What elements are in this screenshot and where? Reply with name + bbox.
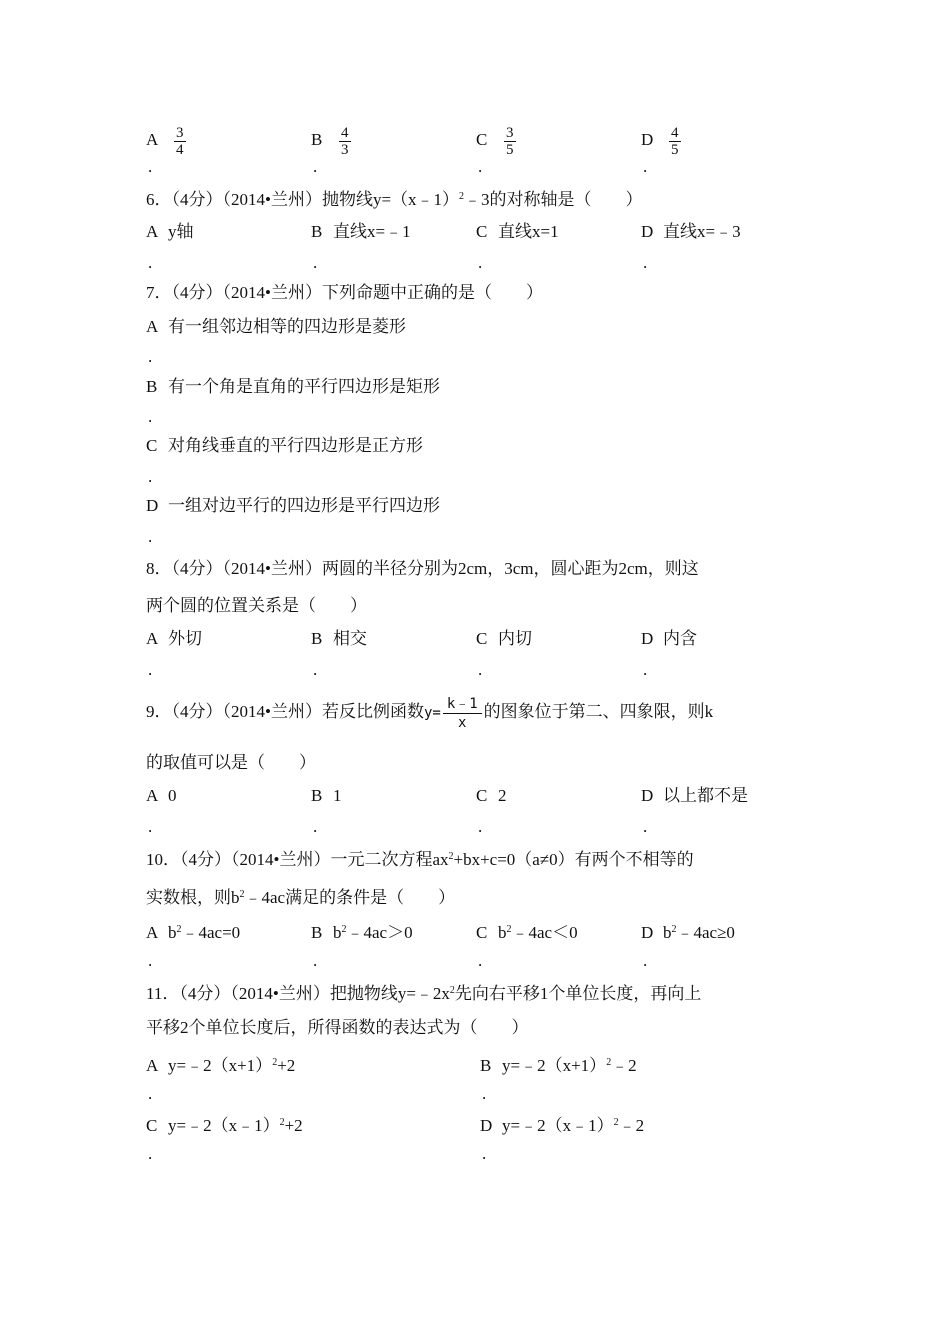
q7-stem: 7．（4分）（2014•兰州）下列命题中正确的是（ ） — [146, 283, 543, 302]
option-dot: . — [643, 817, 648, 836]
q11-option-a[interactable]: A $y=﹣2(x+1)^2+2$ — [146, 1056, 296, 1075]
q11-stem-line1: 11．（4分）（2014•兰州）把抛物线$y=﹣2x^2$先向右平移1个单位长度，再向上 — [146, 984, 702, 1003]
q6-option-c[interactable]: C 直线x=1 — [476, 222, 559, 241]
option-dot: . — [643, 660, 648, 679]
option-dot: . — [478, 157, 483, 176]
q8-stem-line1: 8．（4分）（2014•兰州）两圆的半径分别为2cm，3cm，圆心距为2cm，则这 — [146, 559, 699, 578]
q8-option-a[interactable]: A 外切 — [146, 629, 202, 648]
option-dot: . — [148, 817, 153, 836]
option-dot: . — [148, 660, 153, 679]
q7-option-a[interactable]: A 有一组邻边相等的四边形是菱形 — [146, 317, 406, 336]
q7-option-b[interactable]: B 有一个角是直角的平行四边形是矩形 — [146, 377, 440, 396]
q9-option-b[interactable]: B 1 — [311, 786, 342, 805]
option-dot: . — [478, 817, 483, 836]
q6-option-d[interactable]: D 直线x=﹣3 — [641, 222, 741, 241]
option-dot: . — [478, 660, 483, 679]
fraction: $\frac{4}{5}$ — [671, 125, 679, 158]
option-dot: . — [148, 253, 153, 272]
option-dot: . — [482, 1144, 487, 1163]
q9-stem-line2: 的取值可以是（ ） — [146, 753, 316, 772]
option-dot: . — [148, 951, 153, 970]
option-dot: . — [478, 951, 483, 970]
option-dot: . — [313, 817, 318, 836]
option-dot: . — [482, 1084, 487, 1103]
q5-option-c[interactable]: C $\frac{3}{5}$ — [476, 125, 514, 158]
q9-option-a[interactable]: A 0 — [146, 786, 177, 805]
q10-stem-line1: 10．（4分）（2014•兰州）一元二次方程$ax^2+bx+c=0(a\ne 0)$有两个不相等的 — [146, 850, 694, 869]
fraction: $\frac{3}{4}$ — [176, 125, 184, 158]
q9-option-c[interactable]: C 2 — [476, 786, 507, 805]
option-dot: . — [148, 407, 153, 426]
option-dot: . — [478, 253, 483, 272]
option-dot: . — [313, 660, 318, 679]
fraction: $\frac{3}{5}$ — [506, 125, 514, 158]
q10-option-d[interactable]: D $b^2﹣4ac\ge 0$ — [641, 923, 735, 942]
option-dot: . — [148, 347, 153, 366]
option-dot: . — [313, 253, 318, 272]
q11-option-b[interactable]: B $y=﹣2(x+1)^2﹣2$ — [480, 1056, 637, 1075]
option-dot: . — [313, 951, 318, 970]
option-dot: . — [148, 1084, 153, 1103]
q9-option-d[interactable]: D 以上都不是 — [641, 786, 748, 805]
q8-option-c[interactable]: C 内切 — [476, 629, 532, 648]
q10-option-a[interactable]: A $b^2﹣4ac=0$ — [146, 923, 241, 942]
q10-stem-line2: 实数根，则$b^2﹣4ac$满足的条件是（ ） — [146, 888, 456, 907]
q6-option-b[interactable]: B 直线x=﹣1 — [311, 222, 411, 241]
fraction: $\frac{k﹣1}{x}$ — [443, 695, 482, 732]
option-dot: . — [148, 1144, 153, 1163]
q8-option-d[interactable]: D 内含 — [641, 629, 697, 648]
q8-option-b[interactable]: B 相交 — [311, 629, 367, 648]
fraction: $\frac{4}{3}$ — [341, 125, 349, 158]
q11-stem-line2: 平移2个单位长度后，所得函数的表达式为（ ） — [146, 1018, 529, 1037]
q6-stem: 6．（4分）（2014•兰州）抛物线y=（x﹣1）$^2$﹣3的对称轴是（ ） — [146, 190, 643, 209]
q5-option-b[interactable]: B $\frac{4}{3}$ — [311, 125, 349, 158]
option-dot: . — [643, 253, 648, 272]
q10-option-c[interactable]: C $b^2﹣4ac<0$ — [476, 923, 578, 942]
q5-option-d[interactable]: D $\frac{4}{5}$ — [641, 125, 679, 158]
option-dot: . — [148, 467, 153, 486]
option-dot: . — [148, 527, 153, 546]
q9-stem-line1: 9．（4分）（2014•兰州）若反比例函数y= $\frac{k﹣1}{x}$ 的图象位于第二、四象限，则k — [146, 695, 714, 731]
q5-option-a[interactable]: A $\frac{3}{4}$ — [146, 125, 184, 158]
q6-option-a[interactable]: A y轴 — [146, 222, 194, 241]
option-dot: . — [148, 157, 153, 176]
q7-option-c[interactable]: C 对角线垂直的平行四边形是正方形 — [146, 436, 423, 455]
q11-option-d[interactable]: D y=﹣2（x﹣1）$^2$﹣2 — [480, 1116, 645, 1135]
option-dot: . — [313, 157, 318, 176]
q10-option-b[interactable]: B $b^2﹣4ac>0$ — [311, 923, 413, 942]
q7-option-d[interactable]: D 一组对边平行的四边形是平行四边形 — [146, 496, 440, 515]
q11-option-c[interactable]: C y=﹣2（x﹣1）$^2$+2 — [146, 1116, 303, 1135]
option-dot: . — [643, 157, 648, 176]
q8-stem-line2: 两个圆的位置关系是（ ） — [146, 596, 367, 615]
option-dot: . — [643, 951, 648, 970]
